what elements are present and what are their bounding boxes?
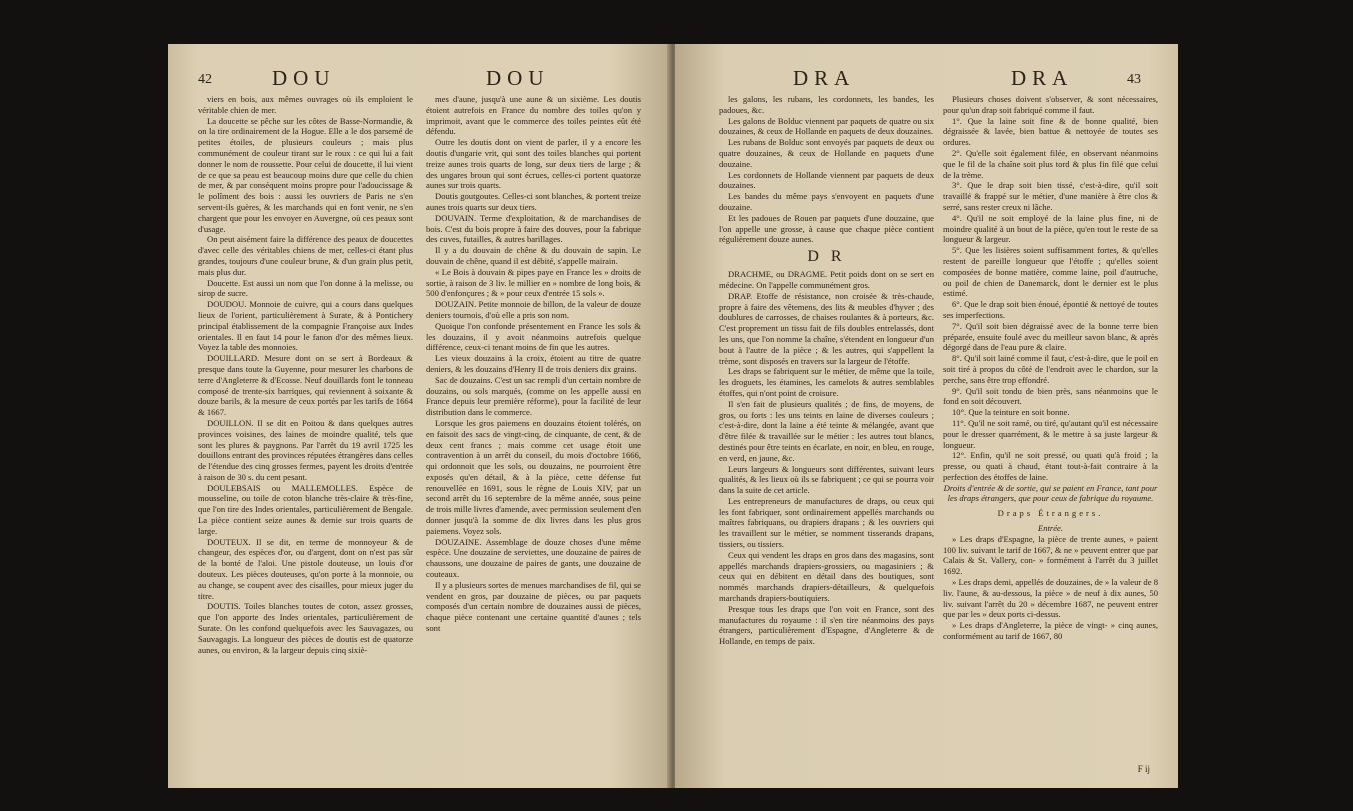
paragraph: 9°. Qu'il soit tondu de bien près, sans néanmoins que le fond en soit découvert.	[943, 385, 1158, 407]
paragraph: Ceux qui vendent les draps en gros dans des magasins, sont appellés marchands drapiers-grossiers, ou magasiniers ; & ceux qui en débitent en détail dans des boutiques, sont nommés marchands drapiers-détailleurs, & quelquefois marchands drapiers-boutiquiers.	[719, 549, 934, 604]
paragraph: « Le Bois à douvain & pipes paye en France les » droits de sortie, à raison de 3 liv. le millier en » nombre de long bois, & 500 d'enfonçures ; & » pour ceux d'entrée 15 sols ».	[426, 266, 641, 299]
right-page	[675, 44, 1178, 788]
paragraph: DOUTEUX. Il se dit, en terme de monnoyeur & de changeur, des espèces d'or, ou d'argent, dont on n'est pas sûr de la bonté de l'aloi. Une pistole douteuse, un louis d'or douteux. Les pièces douteuses, qu'on porte à la monnoie, ou au change, se coupent avec des cisailles, pour mieux juger du titre.	[198, 536, 413, 601]
paragraph: Il y a plusieurs sortes de menues marchandises de fil, qui se vendent en gros, par douzaine de pièces, ou par paquets composés d'un certain nombre de douzaines aussi de pièces, chaque pièce contenant une certaine quantité d'aunes ; tels sont	[426, 579, 641, 634]
text-column	[198, 94, 413, 655]
paragraph: Les rubans de Bolduc sont envoyés par paquets de deux ou quatre douzaines, & ceux de Hollande en paquets d'une douzaine.	[719, 137, 934, 169]
paragraph: Plusieurs choses doivent s'observer, & sont nécessaires, pour qu'un drap soit fabriqué comme il faut.	[943, 94, 1158, 115]
headword: DOU	[486, 66, 550, 90]
paragraph: DOUILLON. Il se dit en Poitou & dans quelques autres provinces voisines, des laines de moindre qualité, tels que sont les plures & paygnons. Par l'arrêt du 19 avril 1725 les douillons entrant des provinces réputées étrangères dans celles de l'étendue des cinq grosses fermes, payent les droits d'entrée à raison de 30 s. du cent pesant.	[198, 417, 414, 482]
paragraph: Les entrepreneurs de manufactures de draps, ou ceux qui les font fabriquer, sont ordinairement appellés marchands ou maîtres fabriquans, ou drapiers drapans ; & les ouvriers qui les travaillent sur le métier, se nomment tisserands drapans, tissiers, ou tissiers.	[719, 495, 934, 550]
paragraph: DOUDOU. Monnoie de cuivre, qui a cours dans quelques lieux de l'orient, particulièrement à Surate, & à Pontichery principal établissement de la compagnie Françoise aux Indes orientales. Il en faut 14 pour le fanon d'or des mêmes lieux. Voyez la table des monnoies.	[198, 299, 413, 353]
paragraph: DOUILLARD. Mesure dont on se sert à Bordeaux & presque dans toute la Guyenne, pour mesurer les charbons de terre d'Angleterre & d'Ecosse. Neuf douillards font le tonneau composé de trente-six barriques, qui reviennent à soixante & douze barils, & la mesure de ceux portés par les tarifs de 1664 & 1667.	[198, 353, 413, 418]
paragraph: DRAP. Etoffe de résistance, non croisée & très-chaude, propre à faire des vêtemens, des lits & meubles d'hyver ; des doublures de carrosses, de chaises roulantes & à porteurs, &c. C'est proprement un tissu fait de fils doubles entrelassés, dont les uns, que l'on nomme la chaîne, s'étendent en longueur d'un bout à l'autre de la pièce ; & les autres, qui s'appellent la trème, sont disposés en travers sur la largeur de l'étoffe.	[719, 290, 934, 366]
paragraph: Doutis goutgoutes. Celles-ci sont blanches, & portent treize aunes trois quarts sur deux tiers.	[426, 191, 641, 212]
paragraph: La doucette se pêche sur les côtes de Basse-Normandie, & on la tire ordinairement de la Hogue. Elle a le dos parsemé de petites étoiles, de plusieurs couleurs ; mais plus communément de couleur tirant sur le roux : ce qui lui a fait donner le nom de roussette. Pour celui de doucette, il lui vient de ce que sa peau est beaucoup moins dure que celle du chien de mer, & par conséquent moins propre pour l'adoucissage & le polîment des bois : aussi les ouvriers de Paris ne s'en servent-ils guères, & les marchands qui en font venir, ne s'en chargent que pour les envoyer en Auvergne, où ces peaux sont d'usage.	[198, 115, 413, 234]
paragraph: Sac de douzains. C'est un sac rempli d'un certain nombre de douzains, ou sols marqués, (comme on les appelle aussi en France depuis leur première réforme), pour la facilité de leur distribution dans le commerce.	[426, 374, 641, 418]
paragraph: Draps Étrangers.	[997, 508, 1104, 519]
paragraph: 10°. Que la teinture en soit bonne.	[952, 407, 1070, 418]
paragraph: 2°. Qu'elle soit également filée, en observant néanmoins que le fil de la chaîne soit plus tord & plus fin filé que celui de la trème.	[943, 147, 1158, 180]
text-column	[719, 94, 934, 647]
paragraph: » Les draps d'Espagne, la pièce de trente aunes, » paient 100 liv. suivant le tarif de 1667, & ne » peuvent entrer que par Calais & St. Vallery, con- » formément à l'arrêt du 3 juillet 1692.	[943, 533, 1158, 577]
page-number: 42	[198, 72, 212, 87]
left-page	[168, 44, 671, 788]
running-head-right	[675, 66, 1178, 90]
paragraph: Lorsque les gros paiemens en douzains étoient tolérés, on en faisoit des sacs de vingt-cinq, de cinquante, de cent, & de deux cent francs ; mais comme cet usage étoit une contravention à un arrêt du conseil, du mois d'octobre 1666, qui ordonnoit que les sols, ou douzains, ne pourroient être exposés qu'en détail, & à la pièce, cette défense fut renouvellée en 1691, sous le règne de Louis XIV, par un second arrêt du 16 septembre de la même année, sous peine de trois mille livres d'amende, avec permission seulement d'en donner jusqu'à la somme de dix livres dans les plus gros paiemens. Voyez sols.	[426, 417, 641, 536]
paragraph: DOUVAIN. Terme d'exploitation, & de marchandises de bois. C'est du bois propre à faire des douves, pour la fabrique des cuves, futailles, & autres barillages.	[426, 212, 641, 245]
paragraph: Il s'en fait de plusieurs qualités ; de fins, de moyens, de gros, ou forts : les uns teints en laine de diverses couleurs ; c'est-à-dire, dont la laine a été teinte & mélangée, avant que d'être filée & travaillée sur le métier : les autres tout blancs, destinés pour être teints en écarlate, en noir, en bleu, en rouge, en verd, en jaune, &c.	[719, 398, 934, 463]
running-head-left	[168, 66, 671, 90]
paragraph: Et les padoues de Rouen par paquets d'une douzaine, que l'on appelle une grosse, à cause que chaque pièce contient régulièrement douze aunes.	[719, 212, 934, 245]
paragraph: » Les draps d'Angleterre, la pièce de vingt- » cinq aunes, conformément au tarif de 1667, 80	[943, 620, 1158, 642]
paragraph: DOUTIS. Toiles blanches toutes de coton, assez grosses, que l'on apporte des Indes orientales, particulièrement de Surate. On les confond quelquefois avec les Sauvagazes, ou Sauvagagis. La longueur des pièces de doutis est de quatorze aunes, ou environ, & la largeur depuis cinq sixiè-	[198, 601, 413, 655]
paragraph: Les galons de Bolduc viennent par paquets de quatre ou six douzaines, & ceux de Hollande en paquets de deux douzaines.	[719, 115, 934, 137]
paragraph: Les vieux douzains à la croix, étoient au titre de quatre deniers, & les douzains d'Henry II de trois deniers dix grains.	[426, 353, 641, 374]
paragraph: mes d'aune, jusqu'à une aune & un sixième. Les doutis étoient autrefois en France du nombre des toiles qu'on y imprimoit, avant que le commerce des toiles peintes eût été défendu.	[426, 94, 641, 137]
headword: DRA	[1011, 66, 1074, 90]
paragraph: DRACHME, ou DRAGME. Petit poids dont on se sert en médecine. On l'appelle communément gros.	[719, 269, 934, 290]
paragraph: 11°. Qu'il ne soit ramé, ou tiré, qu'autant qu'il est nécessaire pour le dresser quarrément, & le mettre à sa juste largeur & longueur.	[943, 417, 1158, 450]
paragraph: Leurs largeurs & longueurs sont différentes, suivant leurs qualités, & les lieux où ils se fabriquent ; ce qui se pourra voir dans la suite de cet article.	[719, 463, 934, 496]
open-book	[168, 44, 1178, 788]
paragraph: Presque tous les draps que l'on voit en France, sont des manufactures du royaume : il s'en tire néanmoins des pays étrangers, particulièrement d'Espagne, d'Angleterre & de Hollande, en temps de paix.	[719, 603, 934, 647]
paragraph: Quoique l'on confonde présentement en France les sols & les douzains, il y avoit néanmoins autrefois quelque différence, ceux-ci tenant moins de fin que les autres.	[426, 320, 641, 353]
paragraph: 1°. Que la laine soit fine & de bonne qualité, bien dégraissée & lavée, bien battue & nettoyée de toutes ses ordures.	[943, 115, 1158, 148]
paragraph: 3°. Que le drap soit bien tissé, c'est-à-dire, qu'il soit travaillé & frappé sur le métier, d'une manière à être clos & serré, sans rester creux ni lâche.	[943, 180, 1158, 212]
paragraph: les galons, les rubans, les cordonnets, les bandes, les padoues, &c.	[719, 94, 934, 115]
paragraph: Les draps se fabriquent sur le métier, de même que la toile, les droguets, les étamines, les camelots & autres semblables étoffes, qui n'ont point de croisure.	[719, 366, 934, 398]
paragraph: Les bandes du même pays s'envoyent en paquets d'une douzaine.	[719, 191, 934, 212]
paragraph: DOULEBSAIS ou MALLEMOLLES. Espèce de mousseline, ou toile de coton blanche très-claire & très-fine, que l'on tire des Indes orientales, particulièrement de Bengale. La pièce contient seize aunes & demie sur trois quarts de large.	[198, 482, 413, 536]
signature-mark: F ij	[1137, 764, 1150, 774]
paragraph: 12°. Enfin, qu'il ne soit pressé, ou quati qu'à froid ; la presse, ou quati à chaud, étant tout-à-fait contraire à la perfection des étoffes de laine.	[943, 450, 1158, 482]
paragraph: 4°. Qu'il ne soit employé de la laine plus fine, ni de moindre qualité à un bout de la pièce, qu'en tout le reste de sa longueur & largeur.	[943, 212, 1158, 245]
paragraph: D R	[807, 248, 846, 266]
headword: DRA	[793, 66, 856, 90]
paragraph: Les cordonnets de Hollande viennent par paquets de deux douzaines.	[719, 169, 934, 191]
paragraph: Il y a du douvain de chêne & du douvain de sapin. Le douvain de chêne, quand il est débité, s'appelle mairain.	[426, 245, 641, 266]
paragraph: DOUZAIN. Petite monnoie de billon, de la valeur de douze deniers tournois, d'où elle a pris son nom.	[426, 299, 641, 320]
headword: DOU	[272, 66, 336, 90]
paragraph: Entrée.	[1037, 523, 1064, 534]
paragraph: 7°. Qu'il soit bien dégraissé avec de la bonne terre bien préparée, ensuite foulé avec du meilleur savon blanc, & après dégorgé dans de l'eau pure & claire.	[943, 320, 1158, 353]
paragraph: Doucette. Est aussi un nom que l'on donne à la melisse, ou sirop de sucre.	[198, 277, 413, 299]
paragraph: 6°. Que le drap soit bien énoué, épontié & nettoyé de toutes ses imperfections.	[943, 299, 1158, 320]
paragraph: » Les draps demi, appellés de douzaines, de » la valeur de 8 liv. l'aune, & au-dessous, la pièce » de neuf à dix aunes, 50 liv. suivant l'arrêt du 20 » décembre 1687, ne peuvent entrer que par les » deux ports ci-dessus.	[943, 577, 1158, 620]
paragraph: On peut aisément faire la différence des peaux de doucettes d'avec celle des véritables chiens de mer, celles-ci étant plus grandes, toujours d'une couleur brune, & d'un grain plus petit, mais plus dur.	[198, 234, 413, 277]
paragraph: Outre les doutis dont on vient de parler, il y a encore les doutis d'ungarie vrit, qui sont des toiles blanches qui portent treize aunes trois quarts de long, sur deux tiers de large ; & des ungares broun qui sont écrues, celles-ci portent quatorze aunes sur trois quarts.	[426, 137, 641, 191]
paragraph: Droits d'entrée & de sortie, qui se paient en France, tant pour les draps étrangers, que pour ceux de fabrique du royaume.	[943, 482, 1158, 504]
paragraph: DOUZAINE. Assemblage de douze choses d'une même espèce. Une douzaine de serviettes, une douzaine de paires de chaussons, une douzaine de paires de gants, une douzaine de couteaux.	[426, 536, 641, 580]
paragraph: 5°. Que les lisières soient suffisamment fortes, & qu'elles restent de pareille longueur que l'étoffe ; qu'elles soient composées de bonne matière, comme laine, poil d'autruche, ou poil de chien de Danemarck, dont le dernier est le plus estimé.	[943, 245, 1158, 299]
paragraph: viers en bois, aux mêmes ouvrages où ils emploient le véritable chien de mer.	[198, 94, 413, 115]
paragraph: 8°. Qu'il soit lainé comme il faut, c'est-à-dire, que le poil en soit tiré à propos du côté de l'endroit avec le chardon, sur la perche, sans être trop effondré.	[943, 353, 1158, 385]
text-column	[426, 94, 641, 634]
text-column	[943, 94, 1158, 642]
page-number: 43	[1127, 72, 1141, 87]
